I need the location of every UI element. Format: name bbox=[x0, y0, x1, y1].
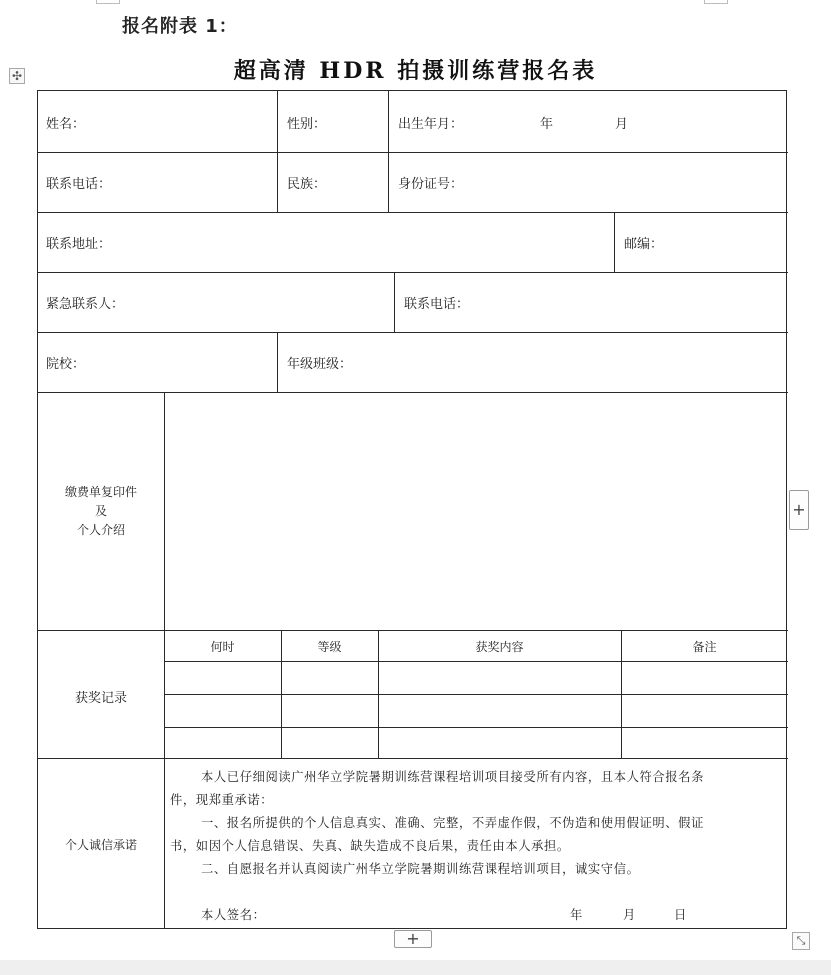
date-day-label: 日 bbox=[674, 908, 687, 922]
awards-col-level: 等级 bbox=[317, 640, 342, 654]
pledge-line-2: 件，现郑重承诺： bbox=[170, 793, 274, 807]
ethnicity-label: 民族： bbox=[287, 177, 327, 192]
awards-col-notes: 备注 bbox=[692, 640, 717, 654]
pledge-label: 个人诚信承诺 bbox=[64, 838, 137, 852]
col-divider bbox=[277, 91, 278, 212]
phone-label: 联系电话： bbox=[46, 177, 112, 192]
pledge-line-3: 一、报名所提供的个人信息真实、准确、完整，不弄虚作假，不伪造和使用假证明、假证 bbox=[201, 816, 704, 830]
pledge-line-1: 本人已仔细阅读广州华立学院暑期训练营课程培训项目接受所有内容，且本人符合报名条 bbox=[201, 770, 704, 784]
birth-year-label: 年 bbox=[540, 117, 554, 132]
awards-row-divider bbox=[164, 727, 788, 728]
awards-col-content: 获奖内容 bbox=[475, 640, 524, 654]
document-title: 超高清 HDR 拍摄训练营报名表 bbox=[233, 58, 598, 84]
move-icon[interactable]: ✣ bbox=[9, 68, 25, 84]
page-fragment-right bbox=[704, 0, 728, 4]
row-divider bbox=[38, 152, 788, 153]
page-fragment-left bbox=[96, 0, 120, 4]
col-divider bbox=[614, 212, 615, 272]
pledge-line-4: 书，如因个人信息错误、失真、缺失造成不良后果，责任由本人承担。 bbox=[170, 839, 570, 853]
awards-row-divider bbox=[164, 661, 788, 662]
postcode-label: 邮编： bbox=[624, 237, 664, 252]
id-number-label: 身份证号： bbox=[398, 177, 464, 192]
birth-month-label: 月 bbox=[615, 117, 629, 132]
resize-icon[interactable]: ⤡ bbox=[792, 932, 810, 950]
name-label: 姓名： bbox=[46, 117, 86, 132]
appendix-label: 报名附表 1： bbox=[122, 16, 238, 37]
row-divider bbox=[38, 392, 788, 393]
gender-label: 性别： bbox=[287, 117, 327, 132]
bottom-gutter bbox=[0, 960, 831, 975]
address-label: 联系地址： bbox=[46, 237, 112, 252]
col-divider bbox=[388, 91, 389, 212]
row-divider bbox=[38, 272, 788, 273]
signature-label: 本人签名： bbox=[201, 908, 266, 922]
row-divider bbox=[38, 758, 788, 759]
row-divider bbox=[38, 212, 788, 213]
grade-class-label: 年级班级： bbox=[287, 357, 353, 372]
row-divider bbox=[38, 332, 788, 333]
awards-label: 获奖记录 bbox=[74, 691, 127, 706]
birth-label: 出生年月： bbox=[398, 117, 464, 132]
add-row-button[interactable]: + bbox=[394, 930, 432, 948]
payment-label-line3: 个人介绍 bbox=[76, 523, 125, 537]
awards-row-divider bbox=[164, 694, 788, 695]
add-column-button[interactable]: + bbox=[789, 490, 809, 530]
registration-form-table bbox=[37, 90, 787, 929]
school-label: 院校： bbox=[46, 357, 86, 372]
awards-col-when: 何时 bbox=[210, 640, 235, 654]
row-divider bbox=[38, 630, 788, 631]
emergency-phone-label: 联系电话： bbox=[404, 297, 470, 312]
date-month-label: 月 bbox=[623, 908, 636, 922]
emergency-contact-label: 紧急联系人： bbox=[46, 297, 125, 312]
col-divider bbox=[277, 332, 278, 392]
col-divider bbox=[164, 392, 165, 929]
payment-label-line2: 及 bbox=[94, 504, 107, 518]
col-divider bbox=[394, 272, 395, 332]
date-year-label: 年 bbox=[570, 908, 583, 922]
payment-label-line1: 缴费单复印件 bbox=[64, 485, 137, 499]
pledge-line-5: 二、自愿报名并认真阅读广州华立学院暑期训练营课程培训项目，诚实守信。 bbox=[201, 862, 640, 876]
